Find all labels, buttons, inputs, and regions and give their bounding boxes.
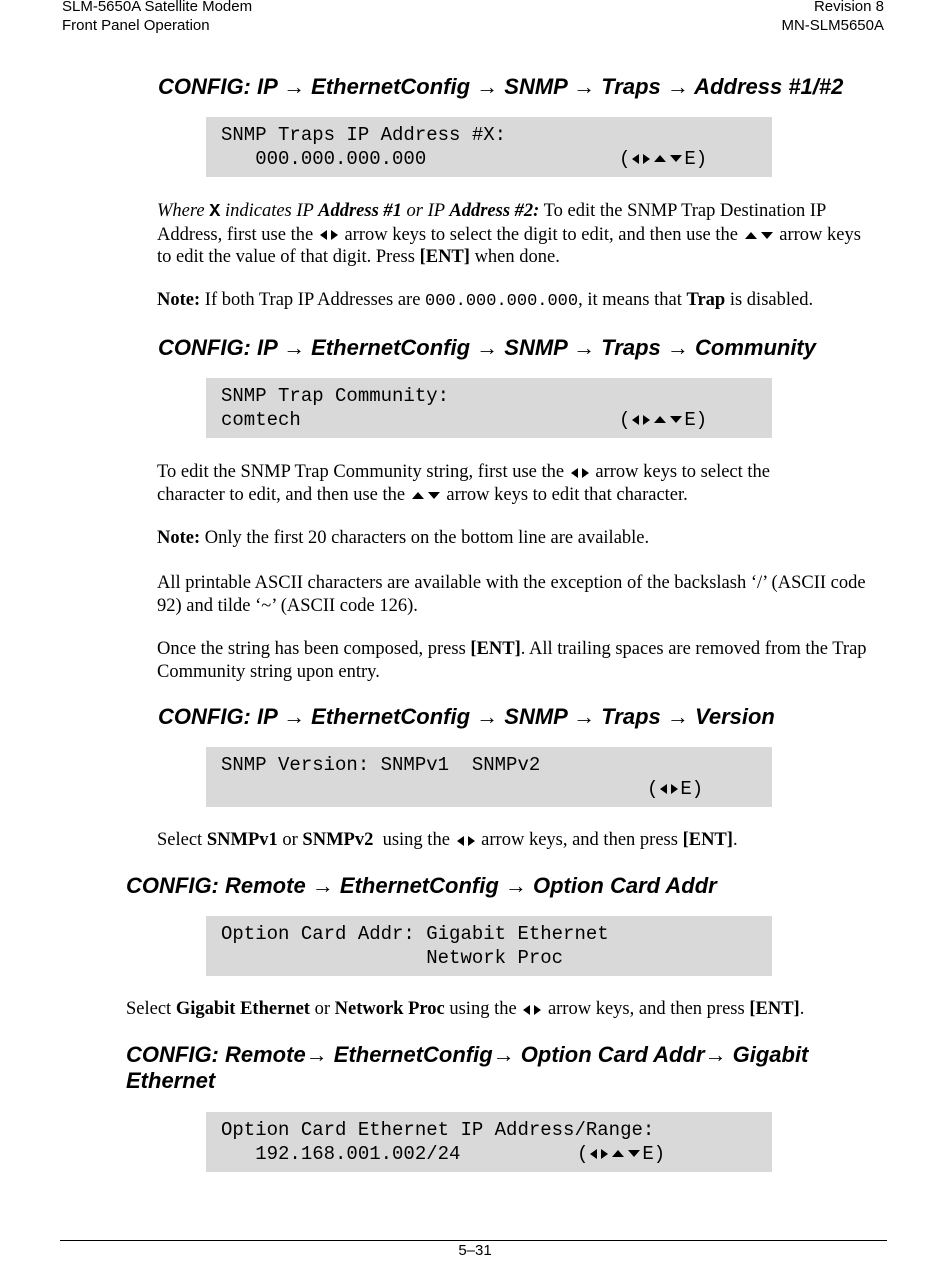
right-arrow-icon bbox=[601, 1149, 608, 1159]
lcd-ip-range-value: 192.168.001.002/24 bbox=[221, 1143, 461, 1165]
left-arrow-icon bbox=[523, 1005, 530, 1015]
left-arrow-icon bbox=[457, 836, 464, 846]
paragraph-community-edit: To edit the SNMP Trap Community string, first use the arrow keys to select the character to edit, and then use the arrow keys to edit that character. bbox=[157, 462, 771, 505]
key-enter: E) bbox=[684, 409, 708, 431]
right-arrow-icon bbox=[643, 415, 650, 425]
left-arrow-icon bbox=[320, 230, 327, 240]
left-arrow-icon bbox=[571, 468, 578, 478]
lcd-display-option-card-addr bbox=[206, 916, 772, 976]
lcd-line-1: SNMP Traps IP Address #X: bbox=[221, 124, 507, 146]
heading-line-1: CONFIG: Remote→ EthernetConfig→ Option Card Addr→ Gigabit bbox=[126, 1042, 809, 1067]
lcd-line-2 bbox=[221, 1142, 772, 1166]
left-arrow-icon bbox=[590, 1149, 597, 1159]
lcd-community-value: comtech bbox=[221, 409, 301, 431]
lcd-line-1: Option Card Addr: Gigabit Ethernet bbox=[221, 923, 609, 945]
paragraph-version-select: Select SNMPv1 or SNMPv2 using the arrow keys, and then press [ENT]. bbox=[157, 830, 738, 850]
key-enter: E) bbox=[680, 778, 704, 800]
up-arrow-icon bbox=[612, 1150, 624, 1157]
lcd-display-traps-community bbox=[206, 378, 772, 438]
key-open-paren: ( bbox=[577, 1143, 589, 1165]
down-arrow-icon bbox=[628, 1150, 640, 1157]
paragraph-traps-address: Where X indicates IP Address #1 or IP Address #2: To edit the SNMP Trap Destination IP Address, first use the arrow keys to select the digit to edit, and then use the arrow keys to edit the value of that digit. Press [ENT] when done. bbox=[157, 201, 861, 267]
lcd-display-gigabit-ethernet bbox=[206, 1112, 772, 1172]
right-arrow-icon bbox=[643, 154, 650, 164]
lcd-line-2 bbox=[221, 147, 772, 171]
lcd-line-1: Option Card Ethernet IP Address/Range: bbox=[221, 1119, 655, 1141]
lcd-line-2 bbox=[221, 408, 772, 432]
left-arrow-icon bbox=[632, 154, 639, 164]
down-arrow-icon bbox=[670, 155, 682, 162]
right-arrow-icon bbox=[468, 836, 475, 846]
lcd-line-2 bbox=[221, 777, 772, 801]
lcd-line-2: Network Proc bbox=[221, 947, 564, 969]
key-open-paren: ( bbox=[619, 409, 631, 431]
lcd-line-1: SNMP Version: SNMPv1 SNMPv2 bbox=[221, 754, 541, 776]
revision-label: Revision 8 bbox=[813, 0, 884, 15]
up-arrow-icon bbox=[654, 155, 666, 162]
lcd-key-hint bbox=[577, 1142, 665, 1166]
key-enter: E) bbox=[684, 148, 708, 170]
right-arrow-icon bbox=[671, 784, 678, 794]
up-arrow-icon bbox=[654, 416, 666, 423]
section-heading-gigabit-ethernet bbox=[126, 1042, 808, 1094]
section-heading-traps-version: CONFIG: IP → EthernetConfig → SNMP → Traps → Version bbox=[158, 704, 775, 729]
lcd-key-hint bbox=[647, 777, 703, 801]
paragraph-community-enter: Once the string has been composed, press [ENT]. All trailing spaces are removed from the Trap Community string upon entry. bbox=[157, 639, 867, 682]
up-arrow-icon bbox=[412, 492, 424, 499]
left-arrow-icon bbox=[632, 415, 639, 425]
paragraph-community-ascii: All printable ASCII characters are available with the exception of the backslash ‘/’ (ASCII code 92) and tilde ‘~’ (ASCII code 126). bbox=[157, 573, 866, 616]
document-header-left bbox=[62, 0, 252, 35]
heading-line-2: Ethernet bbox=[126, 1068, 216, 1093]
page-number: 5–31 bbox=[458, 1242, 492, 1259]
key-enter: E) bbox=[642, 1143, 666, 1165]
lcd-display-traps-address bbox=[206, 117, 772, 177]
lcd-line-1: SNMP Trap Community: bbox=[221, 385, 450, 407]
lcd-key-hint bbox=[619, 408, 707, 432]
right-arrow-icon bbox=[331, 230, 338, 240]
manual-number: MN-SLM5650A bbox=[781, 17, 884, 34]
note-traps-disabled: Note: If both Trap IP Addresses are 000.000.000.000, it means that Trap is disabled. bbox=[157, 290, 814, 311]
up-arrow-icon bbox=[745, 232, 757, 239]
section-heading-traps-address: CONFIG: IP → EthernetConfig → SNMP → Traps → Address #1/#2 bbox=[158, 74, 844, 99]
key-open-paren: ( bbox=[619, 148, 631, 170]
chapter-title: Front Panel Operation bbox=[62, 17, 210, 34]
down-arrow-icon bbox=[428, 492, 440, 499]
section-heading-option-card-addr: CONFIG: Remote → EthernetConfig → Option Card Addr bbox=[126, 873, 717, 898]
right-arrow-icon bbox=[534, 1005, 541, 1015]
down-arrow-icon bbox=[761, 232, 773, 239]
section-heading-traps-community: CONFIG: IP → EthernetConfig → SNMP → Traps → Community bbox=[158, 335, 816, 360]
right-arrow-icon bbox=[582, 468, 589, 478]
footer-divider bbox=[60, 1240, 887, 1241]
key-open-paren: ( bbox=[647, 778, 659, 800]
down-arrow-icon bbox=[670, 416, 682, 423]
product-title: SLM-5650A Satellite Modem bbox=[62, 0, 253, 15]
note-community-length: Note: Only the first 20 characters on the bottom line are available. bbox=[157, 528, 650, 548]
lcd-display-traps-version bbox=[206, 747, 772, 807]
left-arrow-icon bbox=[660, 784, 667, 794]
lcd-key-hint bbox=[619, 147, 707, 171]
document-header-right bbox=[781, 0, 884, 35]
paragraph-option-card-select: Select Gigabit Ethernet or Network Proc using the arrow keys, and then press [ENT]. bbox=[126, 999, 805, 1019]
lcd-ip-value: 000.000.000.000 bbox=[221, 148, 427, 170]
